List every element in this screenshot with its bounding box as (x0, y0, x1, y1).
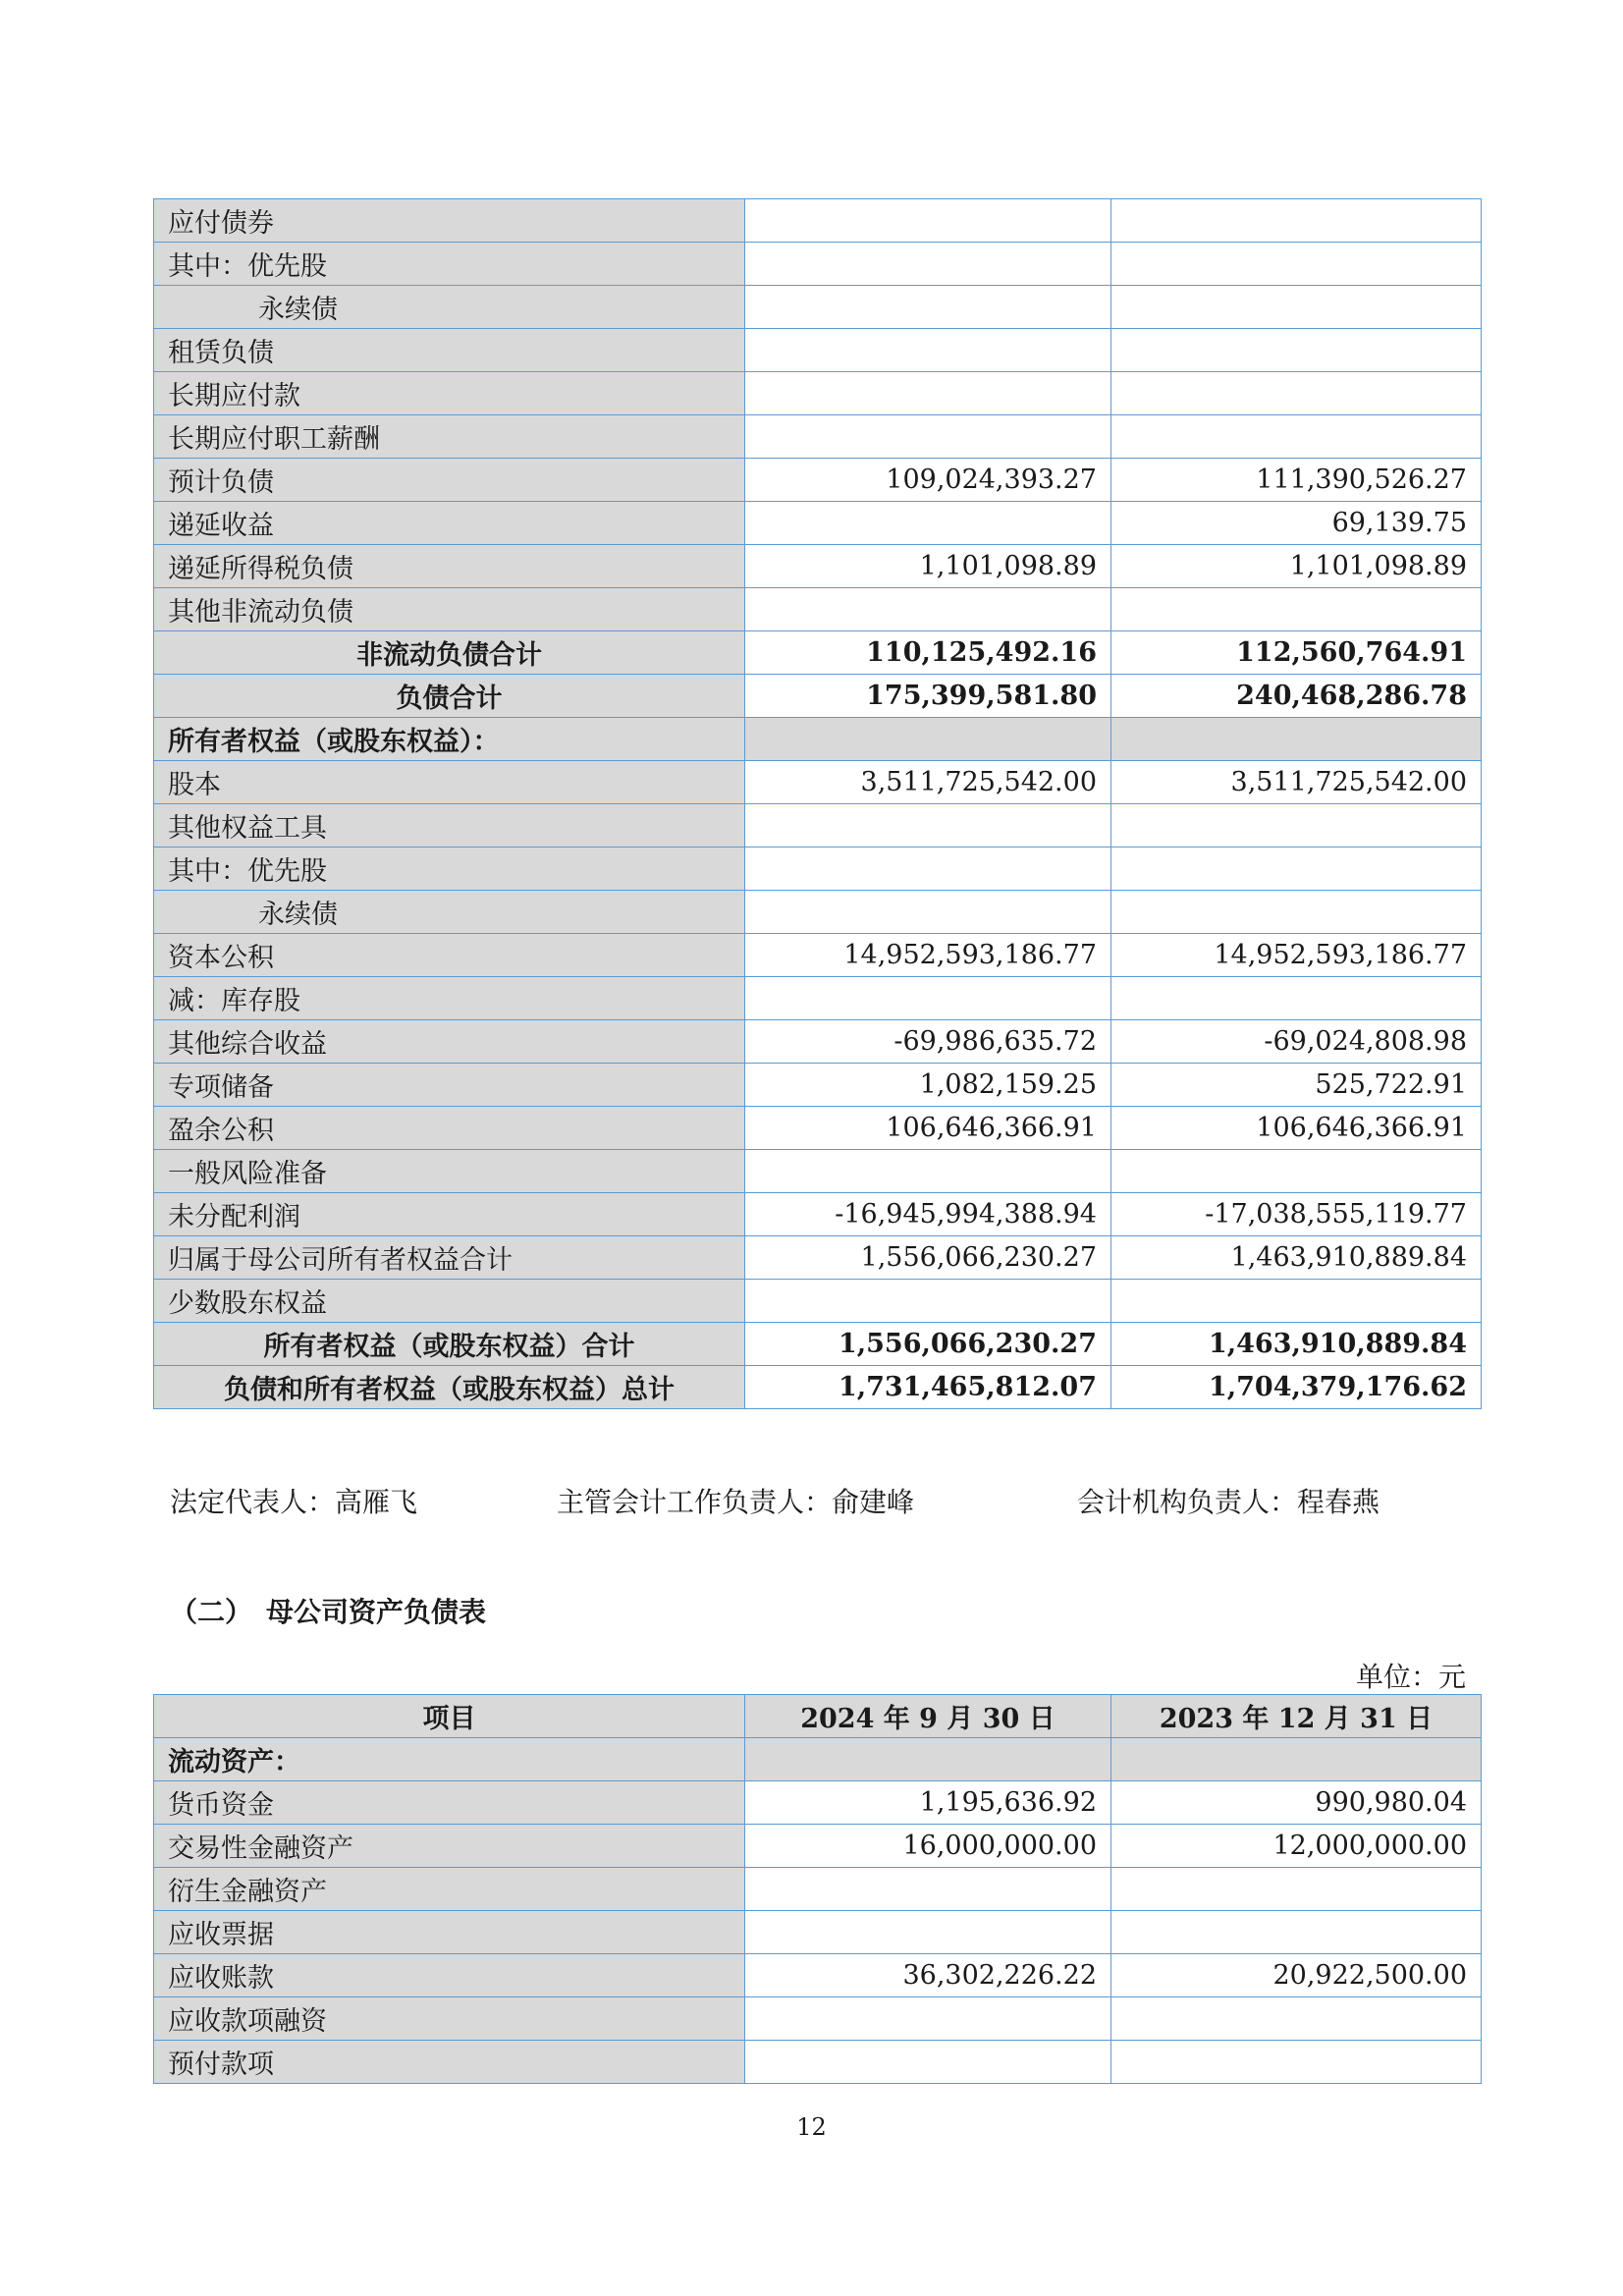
row-label: 股本 (154, 761, 745, 804)
row-label: 应收款项融资 (154, 1997, 745, 2041)
value-2024 (745, 286, 1111, 329)
section-header-row (154, 718, 1482, 761)
value-2023: 14,952,593,186.77 (1111, 934, 1482, 977)
table-row (154, 847, 1482, 891)
table-row (154, 588, 1482, 631)
value-2023 (1111, 1868, 1482, 1911)
value-2023 (1111, 372, 1482, 415)
table-row (154, 545, 1482, 588)
value-2024 (745, 1868, 1111, 1911)
value-2023: 240,468,286.78 (1111, 675, 1482, 718)
table-row (154, 1280, 1482, 1323)
balance-sheet-table-continued (153, 198, 1482, 1409)
value-2024: 109,024,393.27 (745, 459, 1111, 502)
unit-label: 单位：元 (1355, 1661, 1466, 1693)
value-2023 (1111, 415, 1482, 459)
legal-representative-signature: 法定代表人：高雁飞 (170, 1486, 418, 1518)
table-row (154, 2041, 1482, 2084)
value-2024 (745, 372, 1111, 415)
row-label: 长期应付职工薪酬 (154, 415, 745, 459)
accounting-dept-head-signature: 会计机构负责人：程春燕 (1077, 1486, 1380, 1518)
table-row (154, 415, 1482, 459)
table-row (154, 1064, 1482, 1107)
value-2024: 1,556,066,230.27 (745, 1323, 1111, 1366)
row-label: 非流动负债合计 (154, 631, 745, 675)
table-row (154, 1868, 1482, 1911)
value-2024 (745, 415, 1111, 459)
value-2024 (745, 977, 1111, 1020)
row-label: 应收账款 (154, 1954, 745, 1997)
row-label: 交易性金融资产 (154, 1825, 745, 1868)
row-label: 应收票据 (154, 1911, 745, 1954)
page-number: 12 (796, 2113, 827, 2141)
value-2023: 1,463,910,889.84 (1111, 1236, 1482, 1280)
row-label: 递延所得税负债 (154, 545, 745, 588)
value-2023 (1111, 2041, 1482, 2084)
table-row (154, 243, 1482, 286)
value-2023 (1111, 199, 1482, 243)
value-2024: 16,000,000.00 (745, 1825, 1111, 1868)
row-label: 衍生金融资产 (154, 1868, 745, 1911)
value-2023: -17,038,555,119.77 (1111, 1193, 1482, 1236)
row-label: 其他权益工具 (154, 804, 745, 847)
value-2024: 1,082,159.25 (745, 1064, 1111, 1107)
row-label: 其中：优先股 (154, 847, 745, 891)
table-row (154, 804, 1482, 847)
value-2024: 1,195,636.92 (745, 1781, 1111, 1825)
value-2023: 1,101,098.89 (1111, 545, 1482, 588)
table-row (154, 1954, 1482, 1997)
value-2024: 175,399,581.80 (745, 675, 1111, 718)
table-header-row (154, 1695, 1482, 1738)
row-label: 其中：优先股 (154, 243, 745, 286)
table-row (154, 1911, 1482, 1954)
value-2024: 106,646,366.91 (745, 1107, 1111, 1150)
row-label: 流动资产： (154, 1738, 745, 1781)
value-2023: -69,024,808.98 (1111, 1020, 1482, 1064)
table-row (154, 1193, 1482, 1236)
row-label: 所有者权益（或股东权益）合计 (154, 1323, 745, 1366)
value-2023 (1111, 588, 1482, 631)
value-2024: 3,511,725,542.00 (745, 761, 1111, 804)
value-2024 (745, 1280, 1111, 1323)
table-row (154, 1781, 1482, 1825)
value-2023 (1111, 847, 1482, 891)
value-2023: 990,980.04 (1111, 1781, 1482, 1825)
value-2024: 14,952,593,186.77 (745, 934, 1111, 977)
value-2024: 110,125,492.16 (745, 631, 1111, 675)
value-2023 (1111, 977, 1482, 1020)
row-label: 资本公积 (154, 934, 745, 977)
value-2023 (1111, 1150, 1482, 1193)
value-2024 (745, 588, 1111, 631)
table-row (154, 1107, 1482, 1150)
row-label: 专项储备 (154, 1064, 745, 1107)
column-header-2023: 2023 年 12 月 31 日 (1111, 1695, 1482, 1738)
value-2023: 111,390,526.27 (1111, 459, 1482, 502)
value-2024 (745, 847, 1111, 891)
row-label: 永续债 (154, 286, 745, 329)
table-row (154, 329, 1482, 372)
value-2023: 525,722.91 (1111, 1064, 1482, 1107)
table-row (154, 1997, 1482, 2041)
value-2024 (745, 329, 1111, 372)
value-2024 (745, 1738, 1111, 1781)
value-2024 (745, 1911, 1111, 1954)
table-row (154, 372, 1482, 415)
row-label: 其他非流动负债 (154, 588, 745, 631)
column-header-item: 项目 (154, 1695, 745, 1738)
accounting-head-signature: 主管会计工作负责人：俞建峰 (557, 1486, 915, 1518)
row-label: 所有者权益（或股东权益）： (154, 718, 745, 761)
row-label: 负债和所有者权益（或股东权益）总计 (154, 1366, 745, 1409)
value-2023: 3,511,725,542.00 (1111, 761, 1482, 804)
table-row (154, 199, 1482, 243)
table-row (154, 1825, 1482, 1868)
row-label: 预计负债 (154, 459, 745, 502)
table-row (154, 977, 1482, 1020)
row-label: 未分配利润 (154, 1193, 745, 1236)
column-header-2024: 2024 年 9 月 30 日 (745, 1695, 1111, 1738)
value-2024 (745, 1150, 1111, 1193)
value-2023 (1111, 1911, 1482, 1954)
value-2023: 20,922,500.00 (1111, 1954, 1482, 1997)
row-label: 递延收益 (154, 502, 745, 545)
value-2023: 1,463,910,889.84 (1111, 1323, 1482, 1366)
subtotal-row (154, 631, 1482, 675)
value-2024: 1,556,066,230.27 (745, 1236, 1111, 1280)
value-2023 (1111, 1738, 1482, 1781)
row-label: 负债合计 (154, 675, 745, 718)
row-label: 一般风险准备 (154, 1150, 745, 1193)
parent-balance-sheet-table (153, 1694, 1482, 2084)
value-2023 (1111, 718, 1482, 761)
value-2024 (745, 243, 1111, 286)
total-row (154, 1366, 1482, 1409)
row-label: 其他综合收益 (154, 1020, 745, 1064)
value-2024: 1,101,098.89 (745, 545, 1111, 588)
value-2024: 1,731,465,812.07 (745, 1366, 1111, 1409)
section-header-row (154, 1738, 1482, 1781)
value-2023: 112,560,764.91 (1111, 631, 1482, 675)
table-row (154, 459, 1482, 502)
table-row (154, 502, 1482, 545)
value-2023 (1111, 804, 1482, 847)
row-label: 少数股东权益 (154, 1280, 745, 1323)
value-2023 (1111, 286, 1482, 329)
row-label: 预付款项 (154, 2041, 745, 2084)
row-label: 盈余公积 (154, 1107, 745, 1150)
table-row (154, 1150, 1482, 1193)
subtotal-row (154, 675, 1482, 718)
value-2023: 12,000,000.00 (1111, 1825, 1482, 1868)
value-2023: 69,139.75 (1111, 502, 1482, 545)
row-label: 归属于母公司所有者权益合计 (154, 1236, 745, 1280)
value-2023 (1111, 1997, 1482, 2041)
value-2023 (1111, 243, 1482, 286)
value-2023 (1111, 329, 1482, 372)
value-2023: 106,646,366.91 (1111, 1107, 1482, 1150)
value-2024: 36,302,226.22 (745, 1954, 1111, 1997)
row-label: 永续债 (154, 891, 745, 934)
value-2024 (745, 891, 1111, 934)
value-2024: -16,945,994,388.94 (745, 1193, 1111, 1236)
value-2023 (1111, 891, 1482, 934)
value-2023 (1111, 1280, 1482, 1323)
row-label: 长期应付款 (154, 372, 745, 415)
table-row (154, 1236, 1482, 1280)
value-2024 (745, 804, 1111, 847)
value-2024 (745, 2041, 1111, 2084)
value-2024 (745, 718, 1111, 761)
table-row (154, 286, 1482, 329)
subtotal-row (154, 1323, 1482, 1366)
row-label: 减：库存股 (154, 977, 745, 1020)
value-2024 (745, 502, 1111, 545)
value-2023: 1,704,379,176.62 (1111, 1366, 1482, 1409)
row-label: 货币资金 (154, 1781, 745, 1825)
row-label: 应付债券 (154, 199, 745, 243)
table-row (154, 1020, 1482, 1064)
row-label: 租赁负债 (154, 329, 745, 372)
value-2024 (745, 199, 1111, 243)
table-row (154, 761, 1482, 804)
table-row (154, 891, 1482, 934)
table-row (154, 934, 1482, 977)
value-2024: -69,986,635.72 (745, 1020, 1111, 1064)
section-title: （二） 母公司资产负债表 (170, 1596, 487, 1628)
value-2024 (745, 1997, 1111, 2041)
